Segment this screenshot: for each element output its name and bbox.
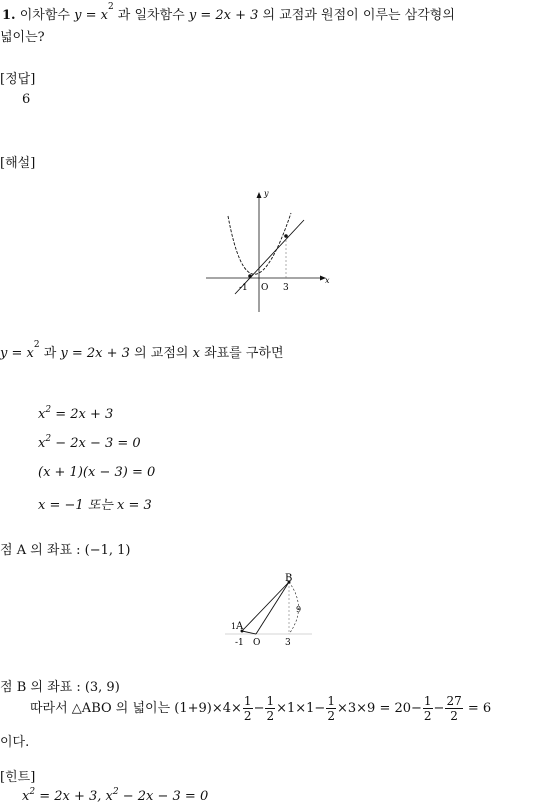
step-4: x = −1 또는 x = 3 [38, 498, 152, 513]
conclusion-text-c: ×3×9 = 20− [336, 701, 422, 716]
fraction-half: $\frac{1}{2}$ [423, 694, 432, 723]
point-b-coordinates: 점 B 의 좌표 : (3, 9) [0, 680, 120, 695]
intro-text-b: 의 교점의 [129, 346, 193, 361]
segment-ab [242, 582, 289, 631]
segment-ao [242, 631, 256, 634]
var-x: x [192, 346, 200, 361]
conclusion-text-b: ×1×1− [276, 701, 326, 716]
tick-neg1: -1 [239, 283, 248, 293]
exponent: 2 [107, 2, 114, 12]
eq-line: y = 2x + 3 [60, 346, 130, 361]
triangle-graph [222, 570, 317, 652]
intro-text-a: 과 [39, 346, 61, 361]
intro-text-c: 좌표를 구하면 [199, 346, 284, 361]
tick-3: 3 [285, 638, 291, 648]
hint-end: − 2x − 3 = 0 [118, 789, 209, 804]
problem-line-2: 넓이는? [0, 30, 45, 45]
conclusion-text-a: 따라서 △ABO 의 넓이는 (1+9)×4× [30, 701, 242, 716]
exponent: 2 [29, 787, 36, 797]
conclusion-end: 이다. [0, 735, 30, 750]
exponent: 2 [33, 340, 40, 350]
answer-value: 6 [22, 92, 31, 107]
eq-line: y = 2x + 3 [188, 8, 259, 23]
step-rest: = 2x + 3 [51, 407, 114, 422]
hint-rest: = 2x + 3, x [35, 789, 113, 804]
hint-header: [힌트] [0, 770, 36, 785]
fraction-half: $\frac{1}{2}$ [266, 694, 275, 723]
problem-text-a: 이차함수 [19, 8, 75, 23]
problem-line-1 [2, 4, 455, 23]
exponent: 2 [45, 434, 52, 444]
segment-ob [256, 582, 289, 634]
exponent: 2 [112, 787, 119, 797]
fraction-half: $\frac{1}{2}$ [327, 694, 335, 723]
parabola-line-graph [200, 186, 335, 316]
y-axis-label: y [264, 189, 269, 198]
origin-label: O [253, 638, 261, 648]
step-2 [38, 436, 141, 451]
exponent: 2 [45, 405, 52, 415]
label-a: A [236, 621, 244, 632]
eq-parabola: y = x [74, 8, 108, 23]
conclusion-line: 따라서 △ABO 의 넓이는 (1+9)×4× $\frac{1}{2}$ − $\frac{1}{2}$ ×1×1− $\frac{1}{2}$ ×3×9 = 20− $\frac{1}{2}$ − $\frac{27}{2}$ = 6 [30, 694, 492, 723]
y-axis-arrow-icon [257, 192, 262, 198]
step-rest: − 2x − 3 = 0 [51, 436, 141, 451]
fraction-half: $\frac{1}{2}$ [243, 694, 252, 723]
conclusion-text-d: = 6 [463, 701, 492, 716]
tick-3: 3 [283, 283, 289, 293]
hint-text [22, 789, 208, 804]
intersection-point-a [248, 274, 252, 278]
problem-text-c: 의 교점과 원점이 이루는 삼각형의 [258, 8, 455, 23]
origin-label: O [261, 283, 269, 293]
intersection-point-b [284, 234, 288, 238]
label-b: B [285, 573, 293, 584]
eq-parabola: y = x [0, 346, 34, 361]
step-1 [38, 407, 113, 422]
problem-number: 1. [2, 8, 16, 23]
fraction-27-2: $\frac{27}{2}$ [446, 694, 462, 723]
problem-text-b: 과 일차함수 [113, 8, 189, 23]
label-1: 1 [231, 622, 237, 631]
point-a-coordinates: 점 A 의 좌표 : (−1, 1) [0, 543, 131, 558]
step-lhs: x [38, 407, 46, 422]
step-3: (x + 1)(x − 3) = 0 [38, 465, 156, 480]
explanation-header: [해설] [0, 156, 36, 171]
x-axis-label: x [325, 276, 330, 285]
step-lhs: x [38, 436, 46, 451]
tick-neg1: -1 [235, 638, 244, 648]
hint-lhs: x [22, 789, 30, 804]
intro-line [0, 342, 284, 361]
label-9: 9 [296, 605, 302, 614]
answer-header: [정답] [0, 72, 36, 87]
